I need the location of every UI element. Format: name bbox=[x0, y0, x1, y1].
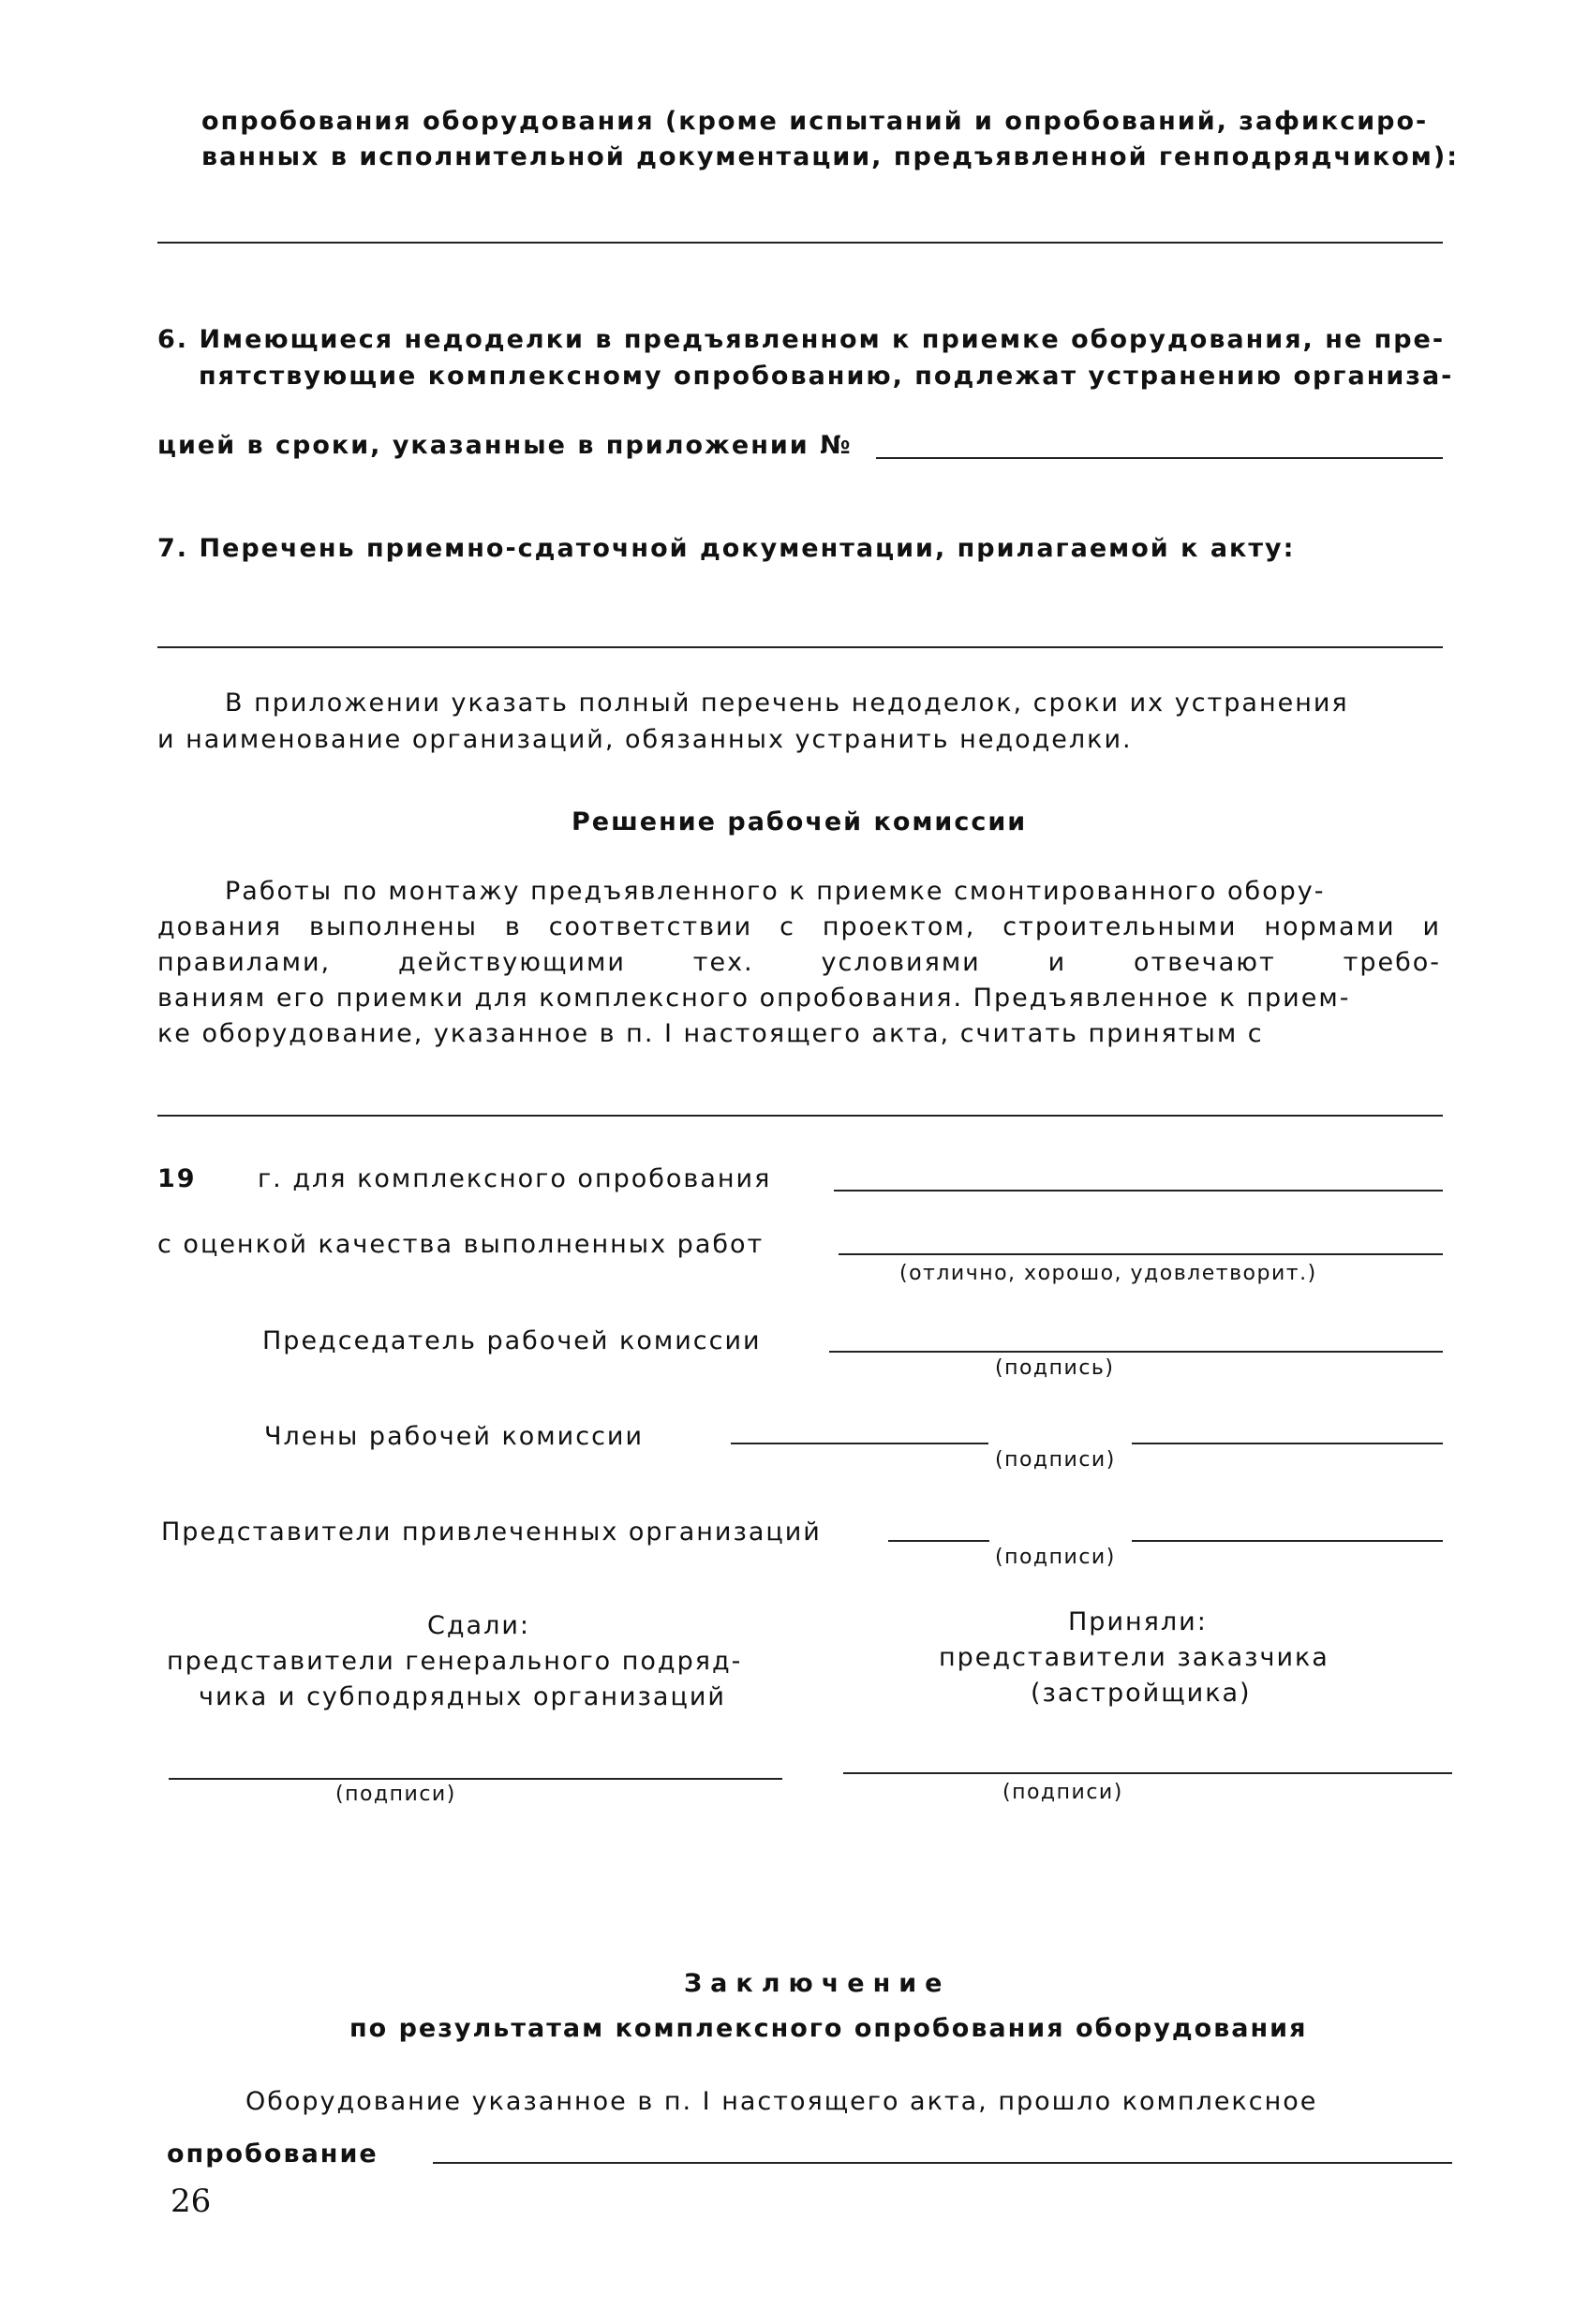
handed-line-1: представители генерального подряд- bbox=[167, 1647, 743, 1676]
accepted-line-2: (застройщика) bbox=[1031, 1679, 1252, 1708]
appendix-number-line[interactable] bbox=[876, 457, 1443, 459]
handed-line-2: чика и субподрядных организаций bbox=[199, 1682, 726, 1711]
reps-signature-line-2[interactable] bbox=[1132, 1540, 1443, 1542]
chairman-hint: (подпись) bbox=[995, 1356, 1115, 1380]
members-label: Члены рабочей комиссии bbox=[264, 1422, 645, 1451]
intro-fill-line[interactable] bbox=[157, 242, 1443, 244]
item6-line-1: 6. Имеющиеся недоделки в предъявленном к приемке оборудования, не пре- bbox=[157, 325, 1446, 354]
conclusion-line-1: Оборудование указанное в п. I настоящего акта, прошло комплексное bbox=[245, 2087, 1318, 2116]
reps-label: Представители привлеченных организаций bbox=[161, 1517, 822, 1547]
handed-signature-line[interactable] bbox=[169, 1778, 782, 1780]
item6-line-3: цией в сроки, указанные в приложении № bbox=[157, 431, 853, 460]
item7-line-1: 7. Перечень приемно-сдаточной документации, прилагаемой к акту: bbox=[157, 534, 1296, 563]
year-prefix: 19 bbox=[157, 1164, 197, 1193]
members-signature-line-2[interactable] bbox=[1132, 1443, 1443, 1444]
item6-line-2: пятствующие комплексному опробованию, подлежат устранению организа- bbox=[199, 362, 1454, 391]
conclusion-fill-line[interactable] bbox=[433, 2162, 1452, 2164]
chairman-label: Председатель рабочей комиссии bbox=[262, 1326, 762, 1355]
documents-fill-line[interactable] bbox=[157, 646, 1443, 648]
handed-title: Сдали: bbox=[427, 1611, 530, 1640]
members-signature-line-1[interactable] bbox=[731, 1443, 988, 1444]
accepted-signature-line[interactable] bbox=[843, 1772, 1452, 1774]
note-line-2: и наименование организаций, обязанных устранить недоделки. bbox=[157, 725, 1133, 754]
decision-heading: Решение рабочей комиссии bbox=[572, 807, 1028, 836]
members-hint: (подписи) bbox=[995, 1448, 1116, 1472]
handed-hint: (подписи) bbox=[335, 1783, 456, 1806]
quality-label: с оценкой качества выполненных работ bbox=[157, 1230, 765, 1259]
note-line-1: В приложении указать полный перечень недоделок, сроки их устранения bbox=[225, 688, 1349, 718]
chairman-signature-line[interactable] bbox=[829, 1351, 1443, 1353]
year-text: г. для комплексного опробования bbox=[258, 1164, 772, 1193]
reps-signature-line-1[interactable] bbox=[888, 1540, 989, 1542]
decision-line-5: ке оборудование, указанное в п. I настоящего акта, считать принятым с bbox=[157, 1019, 1264, 1048]
year-fill-line[interactable] bbox=[834, 1190, 1443, 1192]
decision-line-4: ваниям его приемки для комплексного опробования. Предъявленное к прием- bbox=[157, 984, 1351, 1013]
accepted-hint: (подписи) bbox=[1002, 1781, 1123, 1804]
acceptance-date-line[interactable] bbox=[157, 1115, 1443, 1117]
decision-line-3: правилами, действующими тех. условиями и отвечают требо- bbox=[157, 948, 1441, 977]
accepted-title: Приняли: bbox=[1068, 1607, 1208, 1636]
intro-line-2: ванных в исполнительной документации, предъявленной генподрядчиком): bbox=[201, 142, 1459, 171]
reps-hint: (подписи) bbox=[995, 1546, 1116, 1569]
quality-fill-line[interactable] bbox=[839, 1253, 1443, 1255]
intro-line-1: опробования оборудования (кроме испытаний и опробований, зафиксиро- bbox=[201, 107, 1429, 136]
page-number: 26 bbox=[171, 2183, 212, 2220]
quality-hint: (отлично, хорошо, удовлетворит.) bbox=[899, 1262, 1317, 1285]
conclusion-line-2-label: опробование bbox=[167, 2139, 379, 2169]
accepted-line-1: представители заказчика bbox=[939, 1643, 1329, 1672]
decision-line-1: Работы по монтажу предъявленного к приемке смонтированного обору- bbox=[225, 877, 1326, 906]
conclusion-heading: Заключение bbox=[684, 1969, 951, 1998]
decision-line-2: дования выполнены в соответствии с проектом, строительными нормами и bbox=[157, 912, 1441, 941]
conclusion-subheading: по результатам комплексного опробования оборудования bbox=[349, 2014, 1308, 2043]
